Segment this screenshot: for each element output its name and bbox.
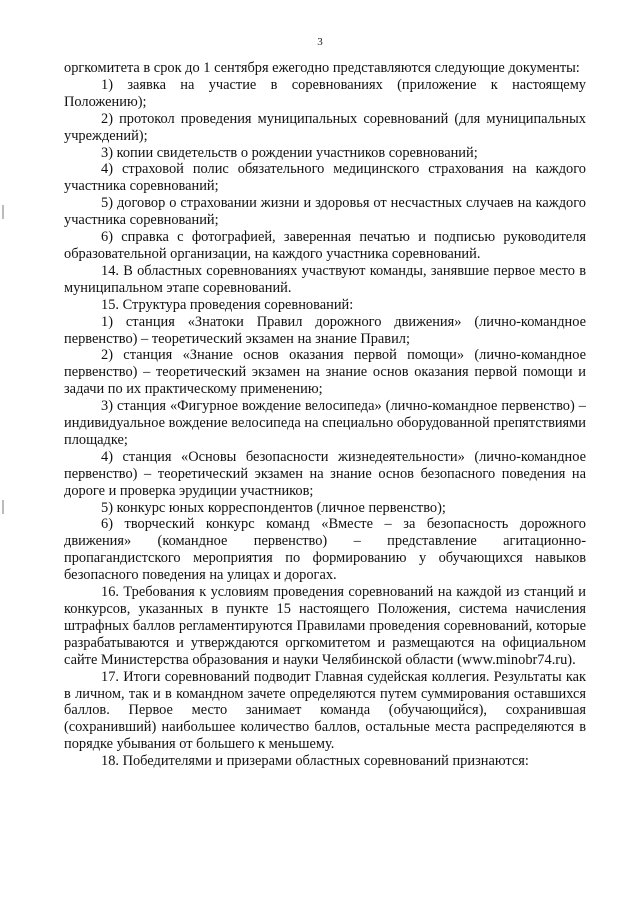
- scan-edge-mark: [2, 500, 4, 514]
- paragraph: 2) протокол проведения муниципальных соревнований (для муниципальных учреждений);: [64, 110, 586, 144]
- paragraph: оргкомитета в срок до 1 сентября ежегодно представляются следующие документы:: [64, 60, 580, 76]
- paragraph: 1) станция «Знатоки Правил дорожного движения» (лично-командное первенство) – теоретический экзамен на знание Правил;: [64, 313, 586, 347]
- paragraph: 5) договор о страховании жизни и здоровья от несчастных случаев на каждого участника соревнований;: [64, 195, 586, 229]
- paragraph: 6) творческий конкурс команд «Вместе – за безопасность дорожного движения» (командное первенство) – представление агитационно-пропагандистского мероприятия по формированию у обучающихся навыков безопасного поведения на улицах и дорогах.: [64, 516, 586, 584]
- paragraph: 16. Требования к условиям проведения соревнований на каждой из станций и конкурсов, указанных в пункте 15 настоящего Положения, система начисления штрафных баллов регламентируются Правилами проведения соревнований, которые разрабатываются и утверждаются оргкомитетом и размещаются на официальном сайте Министерства образования и науки Челябинской области (www.minobr74.ru).: [64, 584, 586, 668]
- paragraph: 4) страховой полис обязательного медицинского страхования на каждого участника соревнований;: [64, 161, 586, 195]
- paragraph: 17. Итоги соревнований подводит Главная судейская коллегия. Результаты как в личном, так и в командном зачете определяются путем суммирования оставшихся баллов. Первое место занимает команда (обучающийся), сохранившая (сохранивший) наибольшее количество баллов, остальные места распределяются в порядке убывания от большего к меньшему.: [64, 668, 586, 753]
- paragraph: 15. Структура проведения соревнований:: [101, 296, 354, 313]
- paragraph: 18. Победителями и призерами областных соревнований признаются:: [101, 753, 529, 770]
- paragraph: 1) заявка на участие в соревнованиях (приложение к настоящему Положению);: [64, 76, 586, 110]
- paragraph: 4) станция «Основы безопасности жизнедеятельности» (лично-командное первенство) – теоретический экзамен на знание основ безопасного поведения на дороге и проверка эрудиции участников;: [64, 448, 586, 499]
- paragraph: 14. В областных соревнованиях участвуют команды, занявшие первое место в муниципальном этапе соревнований.: [64, 262, 586, 296]
- paragraph: 2) станция «Знание основ оказания первой помощи» (лично-командное первенство) – теоретический экзамен на знание основ оказания первой помощи и задачи по их практическому применению;: [64, 347, 586, 398]
- page-number: 3: [317, 36, 323, 48]
- scan-edge-mark: [2, 205, 4, 219]
- paragraph: 5) конкурс юных корреспондентов (личное первенство);: [101, 499, 446, 516]
- paragraph: 3) копии свидетельств о рождении участников соревнований;: [101, 144, 478, 161]
- paragraph: 6) справка с фотографией, заверенная печатью и подписью руководителя образовательной организации, на каждого участника соревнований.: [64, 229, 586, 262]
- document-body: [64, 60, 586, 770]
- paragraph: 3) станция «Фигурное вождение велосипеда» (лично-командное первенство) – индивидуальное вождение велосипеда на специально оборудованной препятствиями площадке;: [64, 398, 586, 448]
